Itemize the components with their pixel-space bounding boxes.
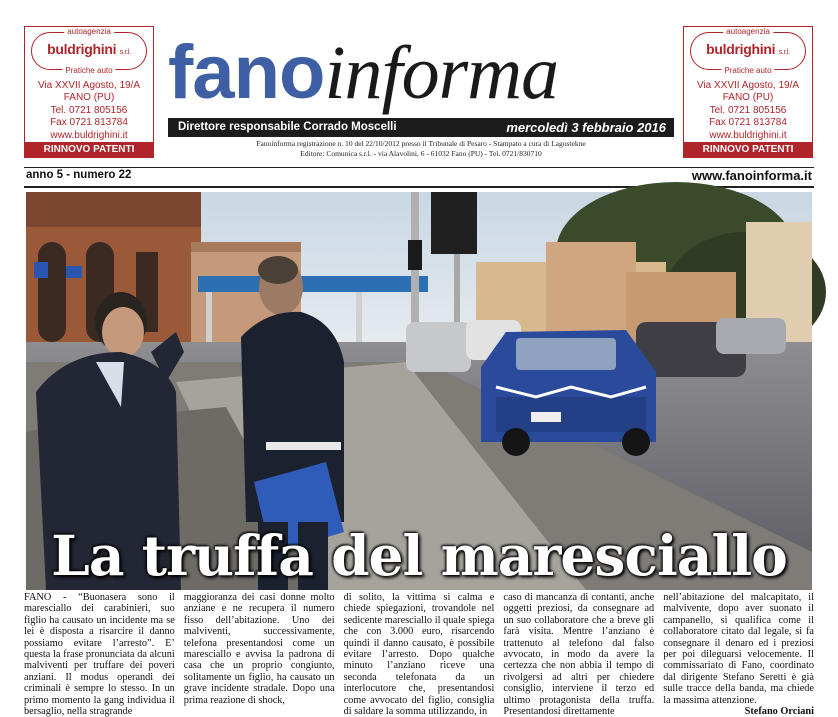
director-name: Direttore responsabile Corrado Moscelli (178, 121, 397, 133)
headline: La truffa del maresciallo (51, 523, 787, 588)
article-column-2 (184, 592, 335, 704)
ad-fax: Fax 0721 813784 (50, 117, 128, 129)
article-text: maggioranza dei casi donne molto anziane e ne recupera il numero fisso dell’abitazione. Uno dei malviventi, successivamente, telefona presentandosi come un maresciallo e avvisa la padrona di casa che un proprio congiunto, solitamente un figlio, ha causato un grave incidente stradale. Dopo una prima reazione di shock, (183, 592, 335, 706)
masthead-part-b: informa (324, 31, 559, 115)
ad-logo (690, 27, 806, 75)
ad-tag-bottom: Pratiche auto (62, 66, 115, 75)
ad-address: Via XXVII Agosto, 19/A (37, 80, 141, 91)
article-text: nell’abitazione del malcapitato, il malvivente, dopo aver suonato il campanello, si qualifica come il collaboratore citato dal legale, si fa consegnare il denaro ed i preziosi per poi dileguarsi velocemente. Il commissariato di Fano, coordinato dal dirigente Stefano Seretti è già sulle tracce della banda, ma chiede la massima attenzione. (663, 592, 814, 706)
ad-fax: Fax 0721 813784 (709, 117, 787, 129)
ad-box-left[interactable] (24, 26, 154, 158)
director-bar (168, 118, 674, 137)
ad-company-name: buldrighini s.r.l. (706, 41, 790, 57)
masthead-part-a: fano (168, 30, 325, 115)
issue-number: anno 5 - numero 22 (26, 169, 132, 181)
ad-tag-bottom: Pratiche auto (721, 66, 774, 75)
registration-info (168, 139, 674, 159)
ad-box-right[interactable] (683, 26, 813, 158)
ad-city: FANO (PU) (722, 92, 774, 104)
article-text: di solito, la vittima si calma e chiede spiegazioni, trovandole nel sedicente maresciallo il quale spiega che con 3.000 euro, risarcendo quindi il danno causato, è possibile evitare l’arresto. Dopo qualche minuto l’anziano riceve una seconda telefonata da un interlocutore che, presentandosi come avvocato del figlio, consiglia di saldare la somma utilizzando, in (343, 592, 495, 717)
ad-tag-top: autoagenzia (64, 27, 114, 36)
ad-tag-top: autoagenzia (723, 27, 773, 36)
ad-logo (31, 27, 147, 75)
article-body (24, 592, 814, 717)
ad-company-name: buldrighini s.r.l. (47, 41, 131, 57)
ad-contact (25, 80, 153, 142)
ad-tel: Tel. 0721 805156 (50, 104, 128, 116)
article-text: FANO - “Buonasera sono il maresciallo dei carabinieri, suo figlio ha causato un incidente ma se lei è disposta a risarcire il danno possiamo evitare l’arresto”. E’ questa la frase pronunciata da alcuni malviventi per truffare dei poveri anziani. Il modus operandi dei criminali è sempre lo stesso. In un primo momento la gang individua il bersaglio, nella stragrande (24, 592, 175, 717)
website-link[interactable]: www.fanoinforma.it (691, 168, 812, 183)
ad-bar: RINNOVO PATENTI (684, 142, 812, 157)
author-signature: Stefano Orciani (744, 706, 814, 717)
ad-web[interactable]: www.buldrighini.it (50, 129, 128, 141)
masthead-logo (168, 26, 676, 120)
ad-web[interactable]: www.buldrighini.it (709, 129, 787, 141)
article-column-3 (343, 592, 495, 717)
ad-address: Via XXVII Agosto, 19/A (696, 80, 800, 91)
article-column-4 (503, 592, 655, 717)
registration-line-1: Fanoinforma registrazione n. 10 del 22/10/2012 presso il Tribunale di Pesaro - Stampato a cura di Lagostekne (256, 139, 586, 148)
ad-tel: Tel. 0721 805156 (709, 104, 787, 116)
ad-city: FANO (PU) (63, 92, 115, 104)
issue-date: mercoledì 3 febbraio 2016 (506, 120, 666, 135)
ad-contact (684, 80, 812, 142)
ad-bar: RINNOVO PATENTI (25, 142, 153, 157)
article-text: caso di mancanza di contanti, anche oggetti preziosi, da consegnare ad un suo collaboratore che a breve gli farà visita. Mentre l’anziano è trattenuto al telefono dal falso avvocato, in modo da avere la certezza che non abbia il tempo di rivolgersi ad altri per chiedere consiglio, interviene il terzo ed ultimo protagonista della truffa. Presentandosi direttamente (503, 592, 655, 717)
registration-line-2: Editore: Comunica s.r.l. - via Alavolini, 6 - 61032 Fano (PU) - Tel. 0721/830710 (300, 149, 542, 158)
article-column-5 (663, 592, 814, 717)
article-column-1 (24, 592, 175, 717)
